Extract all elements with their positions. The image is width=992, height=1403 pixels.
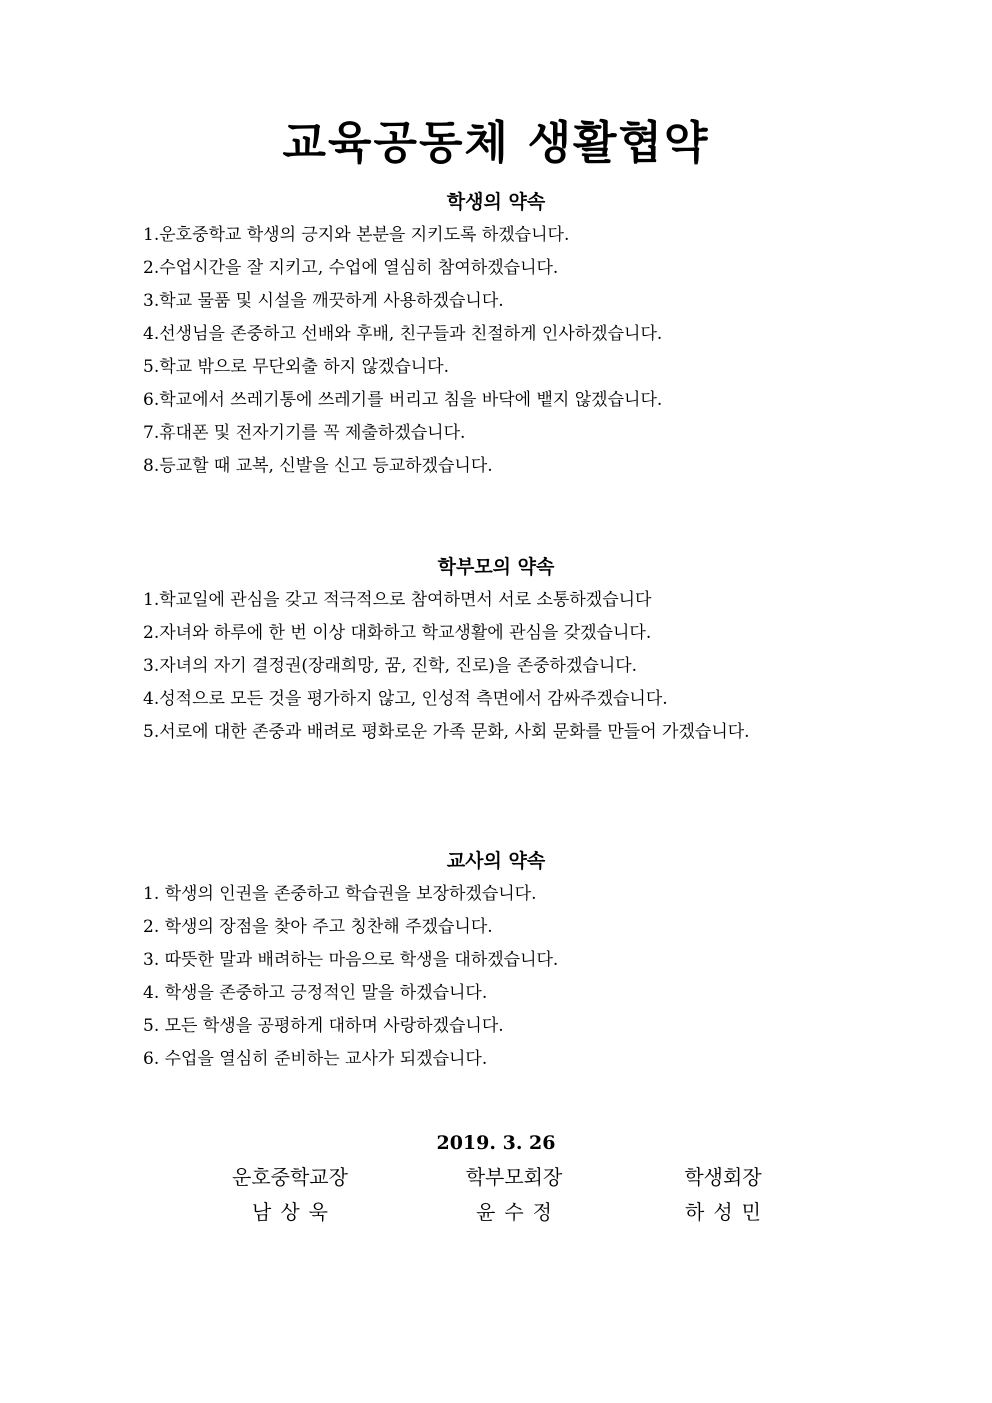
teacher-pledge-item: 3. 따뜻한 말과 배려하는 마음으로 학생을 대하겠습니다. [143, 950, 559, 970]
teacher-pledge-heading: 교사의 약속 [446, 850, 546, 872]
student-pledge-item: 1.운호중학교 학생의 긍지와 본분을 지키도록 하겠습니다. [143, 225, 570, 245]
teacher-pledge-item: 4. 학생을 존중하고 긍정적인 말을 하겠습니다. [143, 983, 488, 1003]
signatory-principal [160, 1160, 420, 1230]
student-pledge-item: 6.학교에서 쓰레기통에 쓰레기를 버리고 침을 바닥에 뱉지 않겠습니다. [143, 390, 663, 410]
signatory-name: 윤수정 [476, 1200, 561, 1224]
signatory-role: 학부모회장 [465, 1165, 563, 1189]
signatory-role: 운호중학교장 [232, 1165, 348, 1189]
teacher-pledge-section [143, 845, 863, 1076]
signatory-student-president [593, 1160, 853, 1230]
signatory-role: 학생회장 [684, 1165, 762, 1189]
parent-pledge-item: 5.서로에 대한 존중과 배려로 평화로운 가족 문화, 사회 문화를 만들어 가겠습니다. [143, 722, 750, 742]
teacher-pledge-item: 5. 모든 학생을 공평하게 대하며 사랑하겠습니다. [143, 1016, 504, 1036]
student-pledge-section [143, 186, 863, 483]
student-pledge-item: 4.선생님을 존중하고 선배와 후배, 친구들과 친절하게 인사하겠습니다. [143, 324, 663, 344]
student-pledge-item: 8.등교할 때 교복, 신발을 신고 등교하겠습니다. [143, 456, 493, 476]
teacher-pledge-item: 6. 수업을 열심히 준비하는 교사가 되겠습니다. [143, 1049, 488, 1069]
parent-pledge-section [143, 551, 863, 749]
parent-pledge-item: 2.자녀와 하루에 한 번 이상 대화하고 학교생활에 관심을 갖겠습니다. [143, 623, 652, 643]
parent-pledge-item: 1.학교일에 관심을 갖고 적극적으로 참여하면서 서로 소통하겠습니다 [143, 590, 652, 610]
student-pledge-item: 2.수업시간을 잘 지키고, 수업에 열심히 참여하겠습니다. [143, 258, 559, 278]
signatory-name: 하성민 [685, 1200, 770, 1224]
document-title: 교육공동체 생활협약 [282, 116, 710, 169]
parent-pledge-item: 3.자녀의 자기 결정권(장래희망, 꿈, 진학, 진로)을 존중하겠습니다. [143, 656, 638, 676]
parent-pledge-list [143, 584, 863, 749]
student-pledge-item: 5.학교 밖으로 무단외출 하지 않겠습니다. [143, 357, 449, 377]
student-pledge-item: 3.학교 물품 및 시설을 깨끗하게 사용하겠습니다. [143, 291, 504, 311]
teacher-pledge-list [143, 878, 863, 1076]
student-pledge-heading: 학생의 약속 [446, 191, 546, 213]
teacher-pledge-item: 2. 학생의 장점을 찾아 주고 칭찬해 주겠습니다. [143, 917, 493, 937]
parent-pledge-item: 4.성적으로 모든 것을 평가하지 않고, 인성적 측면에서 감싸주겠습니다. [143, 689, 668, 709]
agreement-date: 2019. 3. 26 [436, 1132, 556, 1154]
student-pledge-item: 7.휴대폰 및 전자기기를 꼭 제출하겠습니다. [143, 423, 466, 443]
parent-pledge-heading: 학부모의 약속 [437, 556, 555, 578]
student-pledge-list [143, 219, 863, 483]
teacher-pledge-item: 1. 학생의 인권을 존중하고 학습권을 보장하겠습니다. [143, 884, 537, 904]
signatory-name: 남상욱 [252, 1200, 337, 1224]
